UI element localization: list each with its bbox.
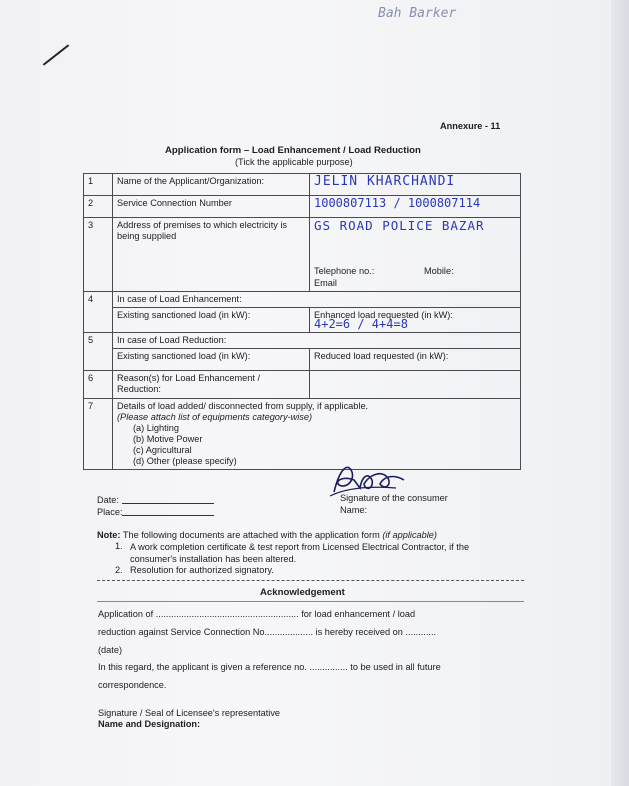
- row-number: 1: [84, 174, 113, 196]
- category-item: (b) Motive Power: [133, 434, 203, 444]
- pen-mark: [43, 44, 69, 65]
- form-title: Application form – Load Enhancement / Load Reduction: [165, 145, 421, 156]
- email-label: Email: [314, 278, 337, 288]
- row-number: 5: [84, 333, 113, 371]
- row-number: 2: [84, 196, 113, 218]
- note-line: [97, 530, 437, 541]
- ack-line: Application of ........................................................ for load enhancement / load: [98, 609, 416, 619]
- row-reduction-header: [84, 333, 521, 349]
- row-number: 7: [84, 399, 113, 470]
- licensee-signature-label: Signature / Seal of Licensee's representative: [98, 708, 281, 718]
- signature-label: Signature of the consumer: [340, 493, 448, 503]
- date-line: [122, 503, 214, 504]
- application-table: [83, 173, 521, 470]
- address-value: [310, 218, 521, 292]
- ack-line: (date): [98, 645, 123, 655]
- row-enhancement-header: [84, 292, 521, 308]
- reduced-load-label: Reduced load requested (in kW):: [310, 349, 521, 371]
- row-reduction-values: [84, 349, 521, 371]
- place-label: Place:: [97, 507, 123, 517]
- row-address: [84, 218, 521, 292]
- field-label: Service Connection Number: [113, 196, 310, 218]
- note-item-number: 2.: [115, 565, 123, 575]
- note-if-applicable: (if applicable): [382, 530, 437, 540]
- field-label: Reason(s) for Load Enhancement / Reduction:: [113, 371, 310, 399]
- enhanced-load-label: Enhanced load requested (in kW):: [314, 310, 453, 320]
- handwritten-service-numbers: 1000807113 / 1000807114: [314, 196, 481, 210]
- annexure-label: Annexure - 11: [440, 121, 501, 131]
- handwritten-note: Bah Barker: [378, 6, 457, 21]
- attach-note: (Please attach list of equipments category-wise): [117, 412, 313, 422]
- name-designation-label: Name and Designation:: [98, 719, 201, 729]
- note-text: The following documents are attached with the application form: [122, 530, 380, 540]
- heading-rule: [97, 601, 524, 602]
- handwritten-applicant-name: JELIN KHARCHANDI: [314, 174, 456, 189]
- mobile-label: Mobile:: [424, 266, 454, 276]
- form-subtitle: (Tick the applicable purpose): [235, 157, 353, 167]
- note-item: Resolution for authorized signatory.: [130, 565, 274, 575]
- date-label: Date:: [97, 495, 119, 505]
- ack-line: reduction against Service Connection No................... is hereby received on ............: [98, 627, 437, 637]
- field-label: Address of premises to which electricity is being supplied: [113, 218, 310, 292]
- note-prefix: Note:: [97, 530, 121, 540]
- category-item: (d) Other (please specify): [133, 456, 237, 466]
- row-number: 6: [84, 371, 113, 399]
- row-service-connection: [84, 196, 521, 218]
- section-divider: [97, 580, 524, 581]
- row-number: 3: [84, 218, 113, 292]
- category-item: (c) Agricultural: [133, 445, 192, 455]
- note-item: A work completion certificate & test report from Licensed Electrical Contractor, if the consumer's installation has been altered.: [130, 542, 470, 564]
- category-item: (a) Lighting: [133, 423, 179, 433]
- field-label: In case of Load Reduction:: [113, 333, 521, 349]
- service-connection-value: [310, 196, 521, 218]
- handwritten-address: GS ROAD POLICE BAZAR: [314, 218, 485, 233]
- row-reasons: [84, 371, 521, 399]
- existing-load-label: Existing sanctioned load (in kW):: [113, 308, 310, 333]
- field-label: Details of load added/ disconnected from supply, if applicable.: [117, 401, 369, 411]
- telephone-label: Telephone no.:: [314, 266, 375, 276]
- category-list: [117, 423, 516, 467]
- row-applicant-name: [84, 174, 521, 196]
- reasons-value: [310, 371, 521, 399]
- field-label: In case of Load Enhancement:: [113, 292, 521, 308]
- row-number: 4: [84, 292, 113, 333]
- place-line: [122, 515, 214, 516]
- row-load-details: [84, 399, 521, 470]
- ack-line: correspondence.: [98, 680, 167, 690]
- name-label: Name:: [340, 505, 368, 515]
- row-enhancement-values: [84, 308, 521, 333]
- applicant-name-value: [310, 174, 521, 196]
- load-details-cell: [113, 399, 521, 470]
- note-item-number: 1.: [115, 541, 123, 551]
- page-edge-shadow: [611, 0, 629, 786]
- enhanced-load-cell: [310, 308, 521, 333]
- existing-load-label: Existing sanctioned load (in kW):: [113, 349, 310, 371]
- field-label: Name of the Applicant/Organization:: [113, 174, 310, 196]
- acknowledgement-heading: Acknowledgement: [260, 587, 345, 598]
- ack-line: In this regard, the applicant is given a reference no. ............... to be used in all future: [98, 662, 441, 672]
- handwritten-enhanced-load: 4+2=6 / 4+4=8: [314, 317, 408, 331]
